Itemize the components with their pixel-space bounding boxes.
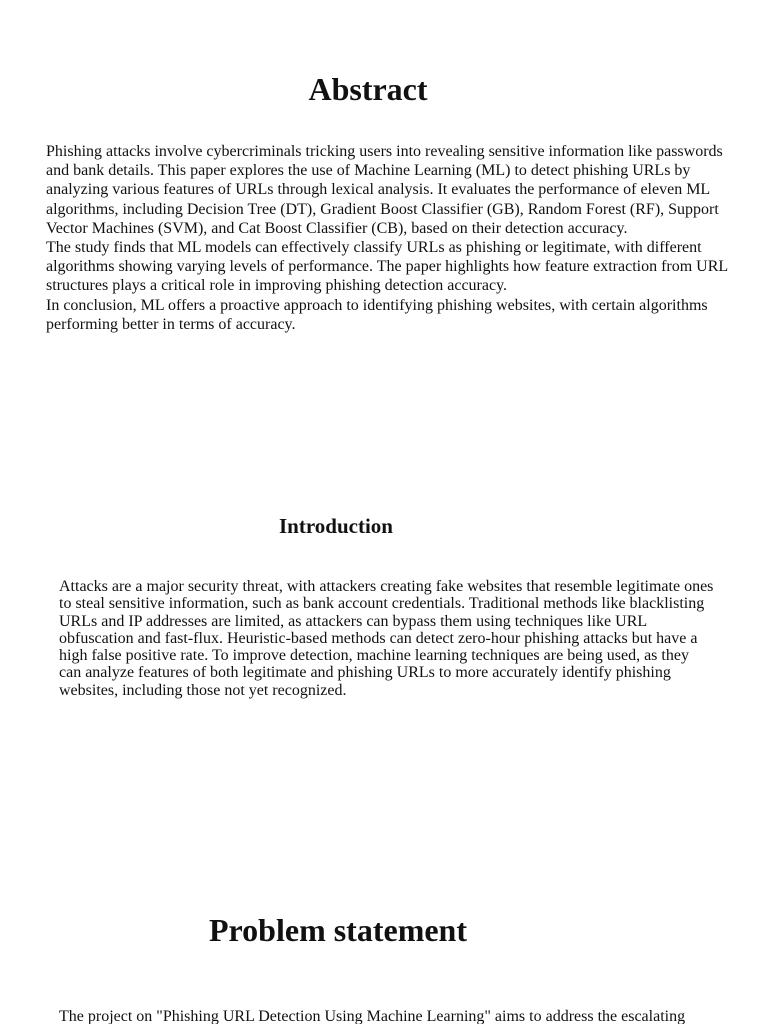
- introduction-heading: Introduction: [279, 514, 393, 538]
- abstract-paragraph: The study finds that ML models can effectively classify URLs as phishing or legitimate, with different algorithms showing varying levels of performance. The paper highlights how feature extraction from URL structures plays a critical role in improving phishing detection accuracy.: [46, 239, 728, 295]
- problem-statement-body: The project on "Phishing URL Detection Using Machine Learning" aims to address the escalating: [59, 1008, 686, 1024]
- abstract-heading: Abstract: [308, 71, 428, 107]
- abstract-paragraph: Phishing attacks involve cybercriminals tricking users into revealing sensitive information like passwords and bank details. This paper explores the use of Machine Learning (ML) to detect phishing URLs by analyzing various features of URLs through lexical analysis. It evaluates the performance of eleven ML algorithms, including Decision Tree (DT), Gradient Boost Classifier (GB), Random Forest (RF), Support Vector Machines (SVM), and Cat Boost Classifier (CB), based on their detection accuracy.: [46, 143, 723, 237]
- problem-statement-heading: Problem statement: [209, 912, 467, 948]
- introduction-body: Attacks are a major security threat, with attackers creating fake websites that resemble legitimate ones to steal sensitive information, such as bank account credentials. Traditional methods like blacklisting URLs and IP addresses are limited, as attackers can bypass them using techniques like URL obfuscation and fast-flux. Heuristic-based methods can detect zero-hour phishing attacks but have a high false positive rate. To improve detection, machine learning techniques are being used, as they can analyze features of both legitimate and phishing URLs to more accurately identify phishing websites, including those not yet recognized.: [59, 578, 714, 699]
- abstract-body: [46, 142, 730, 334]
- abstract-paragraph: In conclusion, ML offers a proactive approach to identifying phishing websites, with certain algorithms performing better in terms of accuracy.: [46, 296, 708, 333]
